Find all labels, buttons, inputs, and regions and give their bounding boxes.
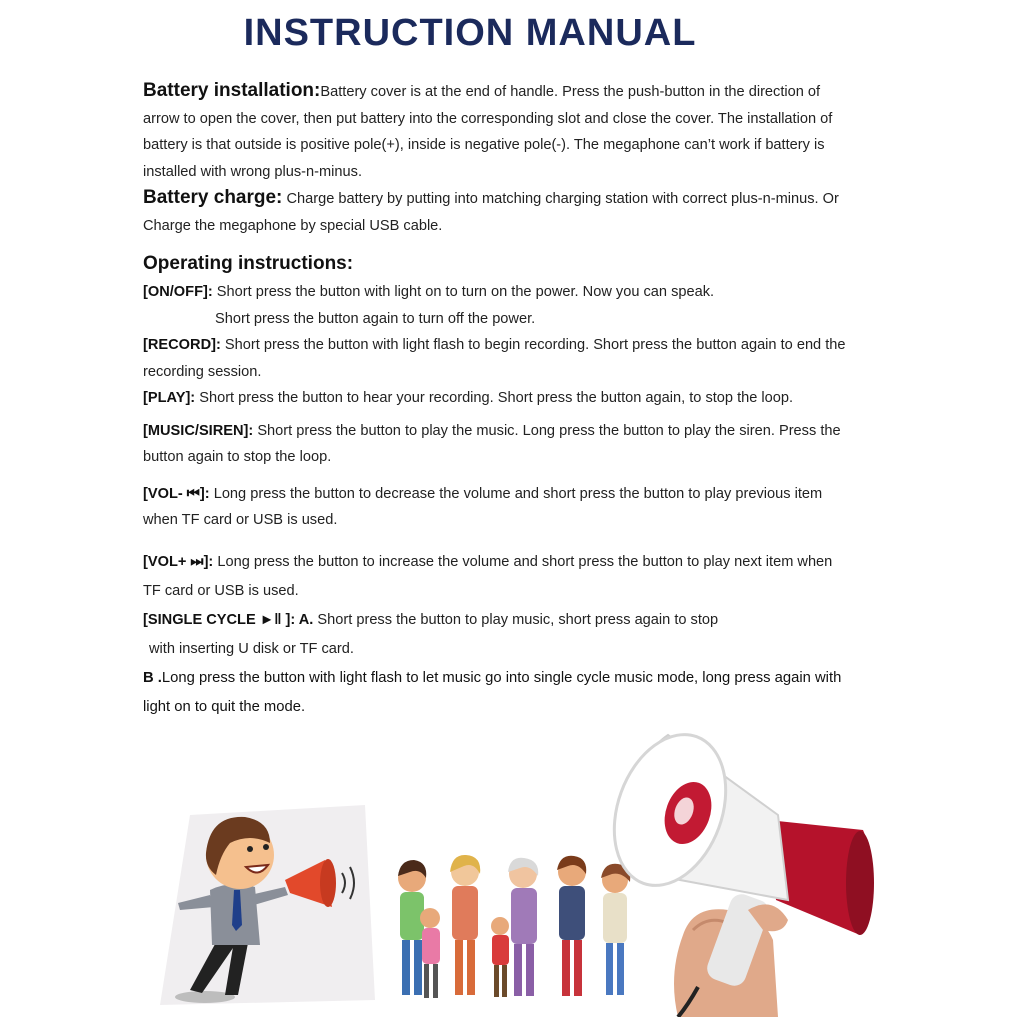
battery-installation-text: Battery cover is at the end of handle. Press the push-button in the direction of arrow to open the cover, then put battery into the corresponding slot and close the cover. The installation of battery is that outside is positive pole(+), inside is negative pole(-). The megaphone can’t work if battery is installed with wrong plus-n-minus. — [143, 84, 833, 180]
single-cycle-text: Short press the button to play music, short press again to stop — [317, 611, 719, 628]
on-off-item — [143, 279, 848, 306]
vol-plus-item — [143, 548, 848, 606]
play-item — [143, 385, 848, 412]
play-text: Short press the button to hear your recording. Short press the button again, to stop the loop. — [199, 390, 794, 406]
single-cycle-line2: with inserting U disk or TF card. — [149, 640, 354, 657]
on-off-label: [ON/OFF]: — [143, 284, 213, 300]
battery-charge-text: Charge battery by putting into matching charging station with correct plus-n-minus. Or Charge the megaphone by special USB cable. — [143, 191, 839, 234]
b-mode-label: B . — [143, 669, 162, 686]
b-mode-text: Long press the button with light flash to let music go into single cycle music mode, long press again with light on to quit the mode. — [143, 669, 842, 715]
manual-body — [143, 78, 848, 722]
record-label: [RECORD]: — [143, 337, 221, 353]
on-off-line1: Short press the button with light on to turn on the power. Now you can speak. — [216, 284, 715, 300]
music-siren-label: [MUSIC/SIREN]: — [143, 422, 254, 439]
record-text: Short press the button with light flash to begin recording. Short press the button again to end the recording session. — [143, 337, 846, 380]
man-with-megaphone-illustration — [150, 795, 380, 1010]
music-siren-item — [143, 418, 848, 471]
vol-minus-text: Long press the button to decrease the volume and short press the button to play previous item when TF card or USB is used. — [143, 485, 823, 528]
single-cycle-item — [143, 606, 848, 635]
play-label: [PLAY]: — [143, 390, 196, 406]
battery-installation-heading: Battery installation: — [143, 80, 321, 101]
b-mode-item — [143, 664, 848, 722]
vol-plus-text: Long press the button to increase the volume and short press the button to play next item when TF card or USB is used. — [143, 553, 833, 599]
manual-title: INSTRUCTION MANUAL — [243, 12, 697, 54]
record-item — [143, 332, 848, 385]
battery-installation-section — [143, 78, 848, 185]
operating-heading: Operating instructions: — [143, 253, 354, 274]
megaphone-photo-illustration — [598, 725, 888, 1017]
battery-charge-section — [143, 185, 848, 239]
battery-charge-heading: Battery charge: — [143, 187, 283, 208]
vol-plus-label: [VOL+ ⏭]: — [143, 553, 214, 570]
vol-minus-item — [143, 481, 848, 534]
music-siren-text: Short press the button to play the music. Long press the button to play the siren. Press the button again to stop the loop. — [143, 422, 841, 465]
single-cycle-label: [SINGLE CYCLE ►‖ ]: A. — [143, 611, 314, 628]
vol-minus-label: [VOL- ⏮]: — [143, 485, 210, 502]
on-off-line2: Short press the button again to turn off the power. — [215, 310, 536, 327]
